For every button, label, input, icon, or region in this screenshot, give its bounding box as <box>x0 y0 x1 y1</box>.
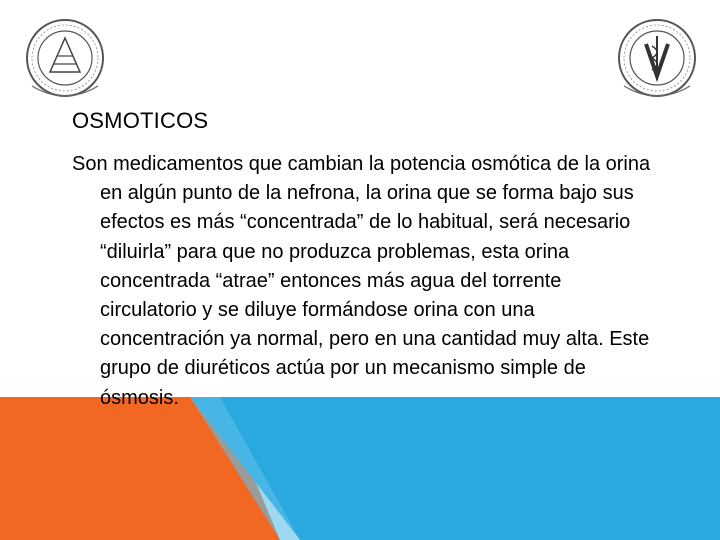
veterinary-seal-icon <box>612 16 702 100</box>
slide-body <box>72 150 662 413</box>
slide-title: OSMOTICOS <box>72 108 209 133</box>
body-paragraph: Son medicamentos que cambian la potencia osmótica de la orina en algún punto de la nefrona, la orina que se forma bajo sus efectos es más “concentrada” de lo habitual, será necesario “diluirla” para que no produzca problemas, esta orina concentrada “atrae” entonces más agua del torrente circulatorio y se diluye formándose orina con una concentración ya normal, pero en una cantidad muy alta. Este grupo de diuréticos actúa por un mecanismo simple de ósmosis. <box>72 153 651 409</box>
university-seal-icon <box>20 16 110 100</box>
